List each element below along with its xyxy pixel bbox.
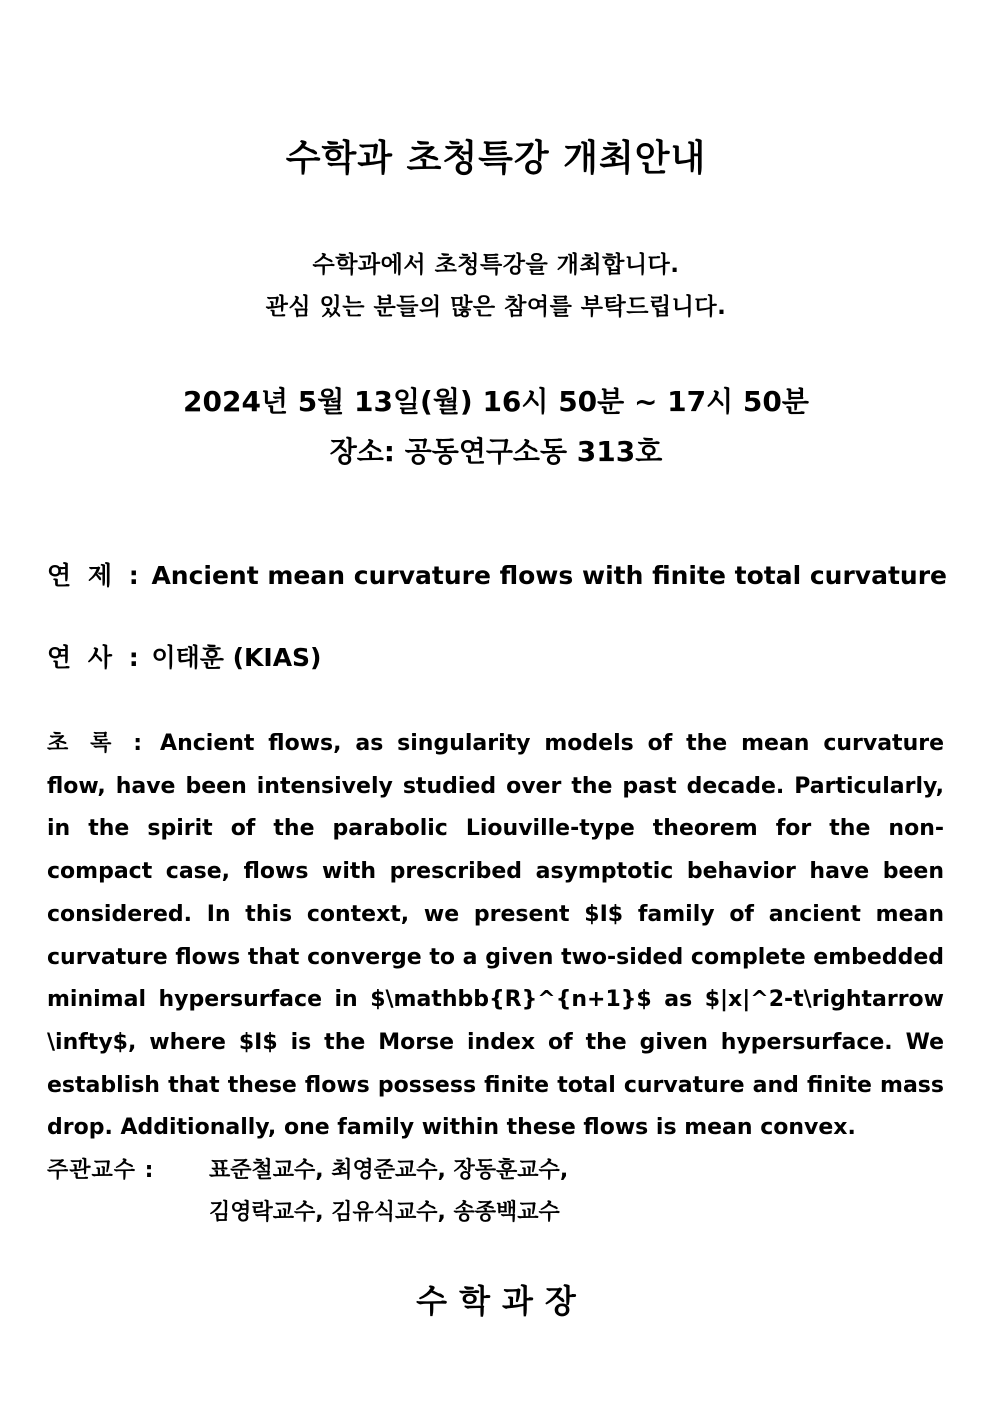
topic-label: 연 제 : (47, 561, 143, 590)
faculty-label: 주관교수 : (47, 1158, 155, 1183)
signature: 수학과장 (416, 1282, 588, 1320)
intro-line-1: 수학과에서 초청특강을 개최합니다. (312, 252, 680, 278)
speaker-value: 이태훈 (KIAS) (151, 643, 322, 672)
abstract-block (47, 723, 944, 1150)
faculty-names-line-2: 김영락교수, 김유식교수, 송종백교수 (209, 1200, 560, 1225)
abstract-text: Ancient flows, as singularity models of the mean curvature flow, have been intensively studied over the past decade. Particularly, in the spirit of the parabolic Liouville-type theorem for the non-compact case, flows with prescribed asymptotic behavior have been considered. In this context, we present $I$ family of ancient mean curvature flows that converge to a given two-sided complete embedded minimal hypersurface in $\mathbb{R}^{n+1}$ as $|x|^2-t\rightarrow \infty$, where $I$ is the Morse index of the given hypersurface. We establish that these flows possess finite total curvature and finite mass drop. Additionally, one family within these flows is mean convex. (47, 731, 945, 1141)
event-datetime: 2024년 5월 13일(월) 16시 50분 ~ 17시 50분 (183, 385, 809, 418)
intro-line-2: 관심 있는 분들의 많은 참여를 부탁드립니다. (265, 294, 727, 320)
event-place: 장소: 공동연구소동 313호 (329, 435, 663, 468)
speaker-label: 연 사 : (47, 643, 143, 672)
faculty-names-line-1: 표준철교수, 최영준교수, 장동훈교수, (209, 1158, 569, 1183)
faculty-names (209, 1150, 909, 1234)
topic-value: Ancient mean curvature flows with finite total curvature (151, 561, 947, 590)
topic-row (47, 556, 947, 592)
speaker-row (47, 638, 321, 674)
abstract-label: 초 록 : (47, 731, 147, 756)
document-title: 수학과 초청특강 개최안내 (285, 138, 707, 179)
